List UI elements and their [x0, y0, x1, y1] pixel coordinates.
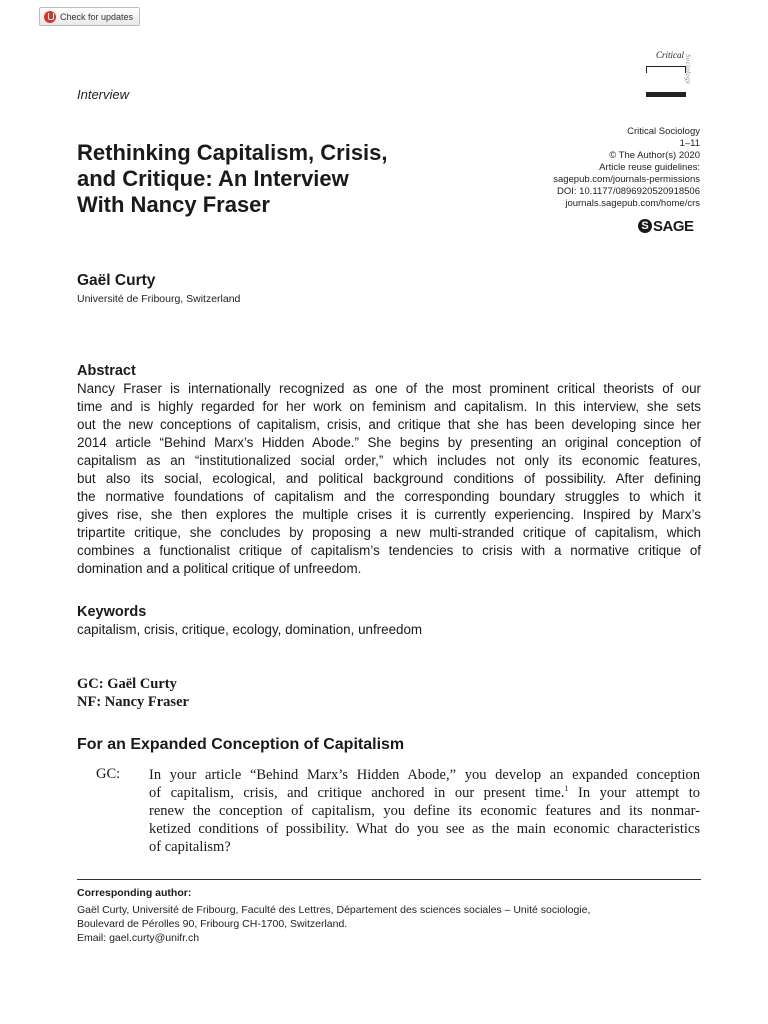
article-title	[77, 140, 497, 218]
sage-logo-mark: S	[638, 219, 652, 233]
question-line: In your article “Behind Marx’s Hidden Abode,” you develop an expanded conception	[149, 767, 700, 783]
title-line: and Critique: An Interview	[77, 166, 349, 191]
abstract-line: gives rise, she then explores the multiple crises it is currently experiencing. Inspired by Marx’s	[77, 507, 701, 522]
abstract-line: out the new conceptions of capitalism, crisis, and critique that she has been developing since her	[77, 417, 701, 432]
abstract-line: combines a functionalist critique of capitalism’s tendencies to crisis with a normative critique of	[77, 543, 701, 558]
abstract-heading: Abstract	[77, 363, 136, 379]
abstract-line: time and is highly regarded for her work on feminism and capitalism. In this interview, she sets	[77, 399, 701, 414]
corresponding-author-details	[77, 903, 697, 945]
reuse-label: Article reuse guidelines:	[599, 162, 700, 173]
update-icon	[44, 11, 56, 23]
question-line: of capitalism?	[149, 839, 231, 855]
section-label: Interview	[77, 87, 130, 102]
title-line: Rethinking Capitalism, Crisis,	[77, 140, 388, 165]
author-affiliation: Université de Fribourg, Switzerland	[77, 293, 241, 305]
abstract-line: Nancy Fraser is internationally recognized as one of the most prominent critical theorists of our	[77, 381, 701, 396]
author-name: Gaël Curty	[77, 272, 156, 289]
page-range: 1–11	[679, 138, 700, 149]
journal-home-link[interactable]: journals.sagepub.com/home/crs	[565, 198, 700, 209]
abstract-line: the normative foundations of capitalism and the corresponding boundary struggles to which it	[77, 489, 701, 504]
footnote-divider	[77, 879, 701, 880]
abstract-line: but also its social, ecological, and political background conditions of possibility. After defining	[77, 471, 701, 486]
abstract-line: domination and a political critique of unfreedom.	[77, 561, 362, 576]
permissions-link[interactable]: sagepub.com/journals-permissions	[553, 174, 700, 185]
abstract-line: tripartite critique, she concludes by proposing a new multi-stranded critique of capitalism, which	[77, 525, 701, 540]
journal-name: Critical Sociology	[627, 126, 700, 137]
footnote-ref[interactable]: 1	[564, 784, 569, 794]
speaker-gc: GC: Gaël Curty	[77, 676, 177, 692]
question-line-text: In your attempt to	[568, 785, 701, 801]
corresponding-line: Gaël Curty, Université de Fribourg, Faculté des Lettres, Département des sciences sociales – Unité sociologie,	[77, 904, 591, 916]
corresponding-line: Boulevard de Pérolles 90, Fribourg CH-1700, Switzerland.	[77, 918, 348, 930]
keywords-list: capitalism, crisis, critique, ecology, domination, unfreedom	[77, 622, 423, 637]
doi-link[interactable]: DOI: 10.1177/0896920520918506	[557, 186, 700, 197]
corresponding-author-heading: Corresponding author:	[77, 887, 192, 899]
question-line	[149, 784, 700, 802]
journal-logo-vertical: Sociology	[684, 54, 692, 85]
journal-logo-bar	[646, 92, 686, 97]
question-line: ketized conditions of possibility. What do you see as the main economic characteristics	[149, 821, 700, 837]
sage-logo-word: SAGE	[653, 217, 694, 235]
abstract-line: capitalism as an “institutionalized social order,” which includes not only its economic features,	[77, 453, 701, 468]
journal-info	[500, 126, 700, 210]
question-line-text: of capitalism, crisis, and critique anchored in our present time.	[149, 785, 565, 801]
journal-logo-word: Critical	[656, 50, 685, 60]
title-line: With Nancy Fraser	[77, 192, 270, 217]
section-heading: For an Expanded Conception of Capitalism	[77, 736, 405, 753]
abstract-body	[77, 380, 701, 578]
journal-logo-bracket	[646, 66, 686, 73]
abstract-line: 2014 article “Behind Marx’s Hidden Abode.” She begins by presenting an original conception of	[77, 435, 701, 450]
check-for-updates-label: Check for updates	[60, 11, 134, 22]
copyright: © The Author(s) 2020	[609, 150, 700, 161]
speaker-nf: NF: Nancy Fraser	[77, 694, 189, 710]
question-body	[149, 766, 700, 856]
keywords-heading: Keywords	[77, 604, 147, 620]
question-line: renew the conception of capitalism, you define its economic features and its nonmar-	[149, 803, 700, 819]
sage-logo	[638, 217, 700, 235]
corresponding-email[interactable]: Email: gael.curty@unifr.ch	[77, 932, 200, 944]
journal-logo	[644, 50, 700, 100]
question-speaker: GC:	[96, 766, 121, 782]
check-for-updates-button[interactable]	[39, 7, 140, 26]
